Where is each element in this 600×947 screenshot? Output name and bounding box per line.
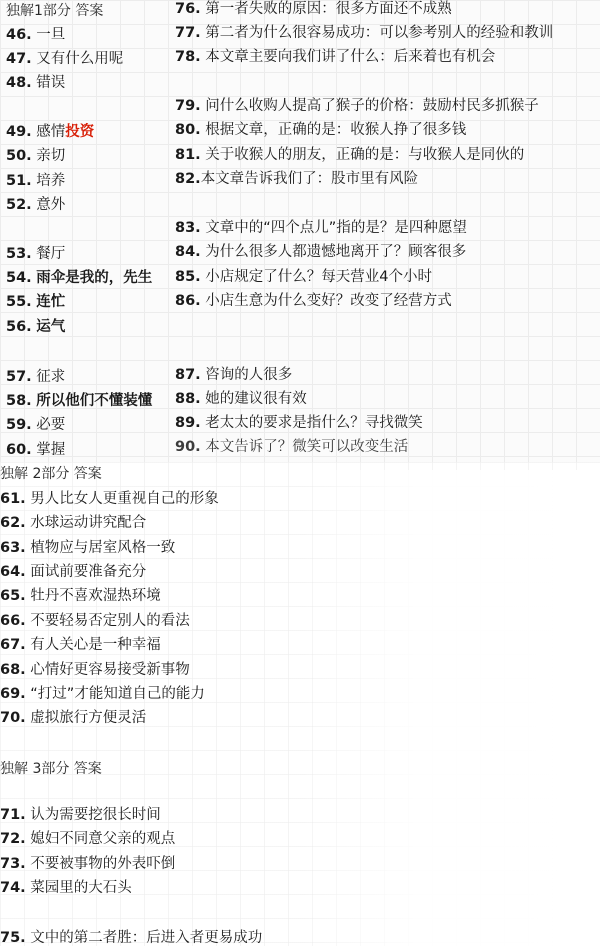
- item-number: 69.: [0, 686, 26, 702]
- item-answer: 运气: [36, 319, 66, 335]
- item-number: 48.: [6, 75, 32, 91]
- item-answer: 本文告诉了？微笑可以改变生活: [205, 439, 409, 455]
- item-answer: 认为需要挖很长时间: [30, 807, 161, 823]
- item-answer: 掌握: [36, 442, 66, 458]
- part2-header: 独解 2部分 答案: [0, 466, 102, 482]
- item-number: 50.: [6, 148, 32, 164]
- item-answer: 感情: [36, 124, 66, 140]
- item-answer: 亲切: [36, 148, 66, 164]
- list-item: [6, 147, 65, 165]
- item-answer: 不要被事物的外表吓倒: [30, 856, 176, 872]
- list-item: [0, 685, 205, 703]
- list-item: [0, 806, 161, 824]
- item-number: 87.: [175, 367, 201, 383]
- item-number: 64.: [0, 564, 26, 580]
- list-item: [0, 830, 175, 848]
- item-answer: 媳妇不同意父亲的观点: [30, 831, 176, 847]
- list-item: [0, 661, 190, 679]
- item-answer: 小店生意为什么变好？改变了经营方式: [205, 293, 452, 309]
- list-item: [6, 392, 152, 410]
- item-answer: 本文章告诉我们了：股市里有风险: [200, 171, 419, 187]
- item-answer: 她的建议很有效: [205, 391, 307, 407]
- item-number: 84.: [175, 244, 201, 260]
- item-answer: 问什么收购人提高了猴子的价格：鼓励村民多抓猴子: [205, 98, 539, 114]
- list-item: [0, 587, 161, 605]
- item-answer: 文章中的“四个点儿”指的是？是四种愿望: [205, 220, 467, 236]
- item-number: 75.: [0, 930, 26, 946]
- item-number: 70.: [0, 710, 26, 726]
- highlighted-word: 投资: [65, 124, 95, 140]
- item-answer: 不要轻易否定别人的看法: [30, 613, 190, 629]
- item-number: 54.: [6, 270, 32, 286]
- item-answer: 牡丹不喜欢湿热环境: [30, 588, 161, 604]
- item-number: 62.: [0, 515, 26, 531]
- item-answer: 心情好更容易接受新事物: [30, 662, 190, 678]
- list-item: [0, 514, 146, 532]
- item-number: 82.: [175, 171, 201, 187]
- item-answer: 关于收猴人的朋友，正确的是：与收猴人是同伙的: [205, 147, 525, 163]
- item-answer: 必要: [36, 417, 66, 433]
- item-number: 68.: [0, 662, 26, 678]
- item-number: 81.: [175, 147, 201, 163]
- item-answer: 小店规定了什么？每天营业4个小时: [205, 269, 433, 285]
- list-item: [175, 366, 292, 384]
- item-number: 47.: [6, 51, 32, 67]
- item-answer: 连忙: [36, 294, 66, 310]
- item-number: 67.: [0, 637, 26, 653]
- list-item: [0, 855, 175, 873]
- item-answer: 错误: [36, 75, 66, 91]
- item-answer: 水球运动讲究配合: [30, 515, 147, 531]
- list-item: [175, 268, 432, 286]
- list-item: [175, 414, 423, 432]
- item-number: 89.: [175, 415, 201, 431]
- list-item: [6, 123, 94, 141]
- list-item: [6, 368, 65, 386]
- item-answer: 根据文章，正确的是：收猴人挣了很多钱: [205, 122, 467, 138]
- item-number: 49.: [6, 124, 32, 140]
- list-item: [175, 219, 467, 237]
- item-number: 90.: [175, 439, 201, 455]
- list-item: [0, 879, 132, 897]
- list-item: [6, 74, 65, 92]
- list-item: [175, 390, 307, 408]
- item-answer: 面试前要准备充分: [30, 564, 147, 580]
- item-answer: 所以他们不懂装懂: [36, 393, 153, 409]
- item-number: 66.: [0, 613, 26, 629]
- item-number: 71.: [0, 807, 26, 823]
- list-item: [6, 172, 65, 190]
- item-answer: 一旦: [36, 27, 66, 43]
- item-number: 72.: [0, 831, 26, 847]
- item-number: 60.: [6, 442, 32, 458]
- item-answer: 第一者失败的原因：很多方面还不成熟: [205, 1, 452, 17]
- part3-header: 独解 3部分 答案: [0, 761, 102, 777]
- item-number: 65.: [0, 588, 26, 604]
- item-number: 61.: [0, 491, 26, 507]
- faded-area: [300, 470, 600, 946]
- item-answer: 培养: [36, 173, 66, 189]
- list-item: [0, 709, 146, 727]
- list-item: [0, 636, 161, 654]
- list-item: [175, 24, 553, 42]
- part1-header: 独解1部分 答案: [6, 3, 104, 19]
- item-number: 83.: [175, 220, 201, 236]
- item-number: 55.: [6, 294, 32, 310]
- item-number: 79.: [175, 98, 201, 114]
- item-number: 57.: [6, 369, 32, 385]
- item-answer: 餐厅: [36, 246, 66, 262]
- item-answer: 有人关心是一种幸福: [30, 637, 161, 653]
- list-item: [175, 97, 539, 115]
- item-answer: 虚拟旅行方便灵活: [30, 710, 147, 726]
- item-answer: 本文章主要向我们讲了什么：后来着也有机会: [205, 49, 496, 65]
- item-answer: 为什么很多人都遗憾地离开了？顾客很多: [205, 244, 467, 260]
- item-number: 80.: [175, 122, 201, 138]
- item-number: 73.: [0, 856, 26, 872]
- item-answer: 雨伞是我的，先生: [36, 270, 153, 286]
- list-item: [6, 26, 65, 44]
- item-number: 56.: [6, 319, 32, 335]
- item-answer: 咨询的人很多: [205, 367, 293, 383]
- list-item: [6, 318, 65, 336]
- list-item: [0, 929, 262, 947]
- list-item: [0, 539, 175, 557]
- item-number: 53.: [6, 246, 32, 262]
- item-number: 85.: [175, 269, 201, 285]
- list-item: [175, 438, 408, 456]
- list-item: [0, 612, 190, 630]
- list-item: [6, 50, 123, 68]
- list-item: [175, 0, 452, 18]
- item-answer: 又有什么用呢: [36, 51, 124, 67]
- item-number: 88.: [175, 391, 201, 407]
- list-item: [175, 48, 495, 66]
- list-item: [175, 146, 524, 164]
- item-number: 51.: [6, 173, 32, 189]
- list-item: [6, 245, 65, 263]
- item-answer: 文中的第二者胜：后进入者更易成功: [30, 930, 263, 946]
- list-item: [175, 121, 466, 139]
- item-answer: 老太太的要求是指什么？寻找微笑: [205, 415, 423, 431]
- item-answer: “打过”才能知道自己的能力: [30, 686, 205, 702]
- item-answer: 征求: [36, 369, 66, 385]
- item-number: 86.: [175, 293, 201, 309]
- item-answer: 第二者为什么很容易成功：可以参考别人的经验和教训: [205, 25, 554, 41]
- list-item: [175, 243, 466, 261]
- list-item: [6, 293, 65, 311]
- item-number: 58.: [6, 393, 32, 409]
- list-item: [175, 292, 452, 310]
- list-item: [6, 196, 65, 214]
- item-answer: 男人比女人更重视自己的形象: [30, 491, 219, 507]
- list-item: [6, 416, 65, 434]
- list-item: [0, 563, 146, 581]
- list-item: [6, 269, 152, 287]
- item-number: 52.: [6, 197, 32, 213]
- list-item: [0, 490, 219, 508]
- list-item: [175, 170, 418, 188]
- item-number: 46.: [6, 27, 32, 43]
- item-number: 78.: [175, 49, 201, 65]
- item-answer: 意外: [36, 197, 66, 213]
- item-number: 76.: [175, 1, 201, 17]
- list-item: [6, 441, 65, 459]
- item-number: 59.: [6, 417, 32, 433]
- item-number: 74.: [0, 880, 26, 896]
- item-answer: 菜园里的大石头: [30, 880, 132, 896]
- item-answer: 植物应与居室风格一致: [30, 540, 176, 556]
- item-number: 63.: [0, 540, 26, 556]
- item-number: 77.: [175, 25, 201, 41]
